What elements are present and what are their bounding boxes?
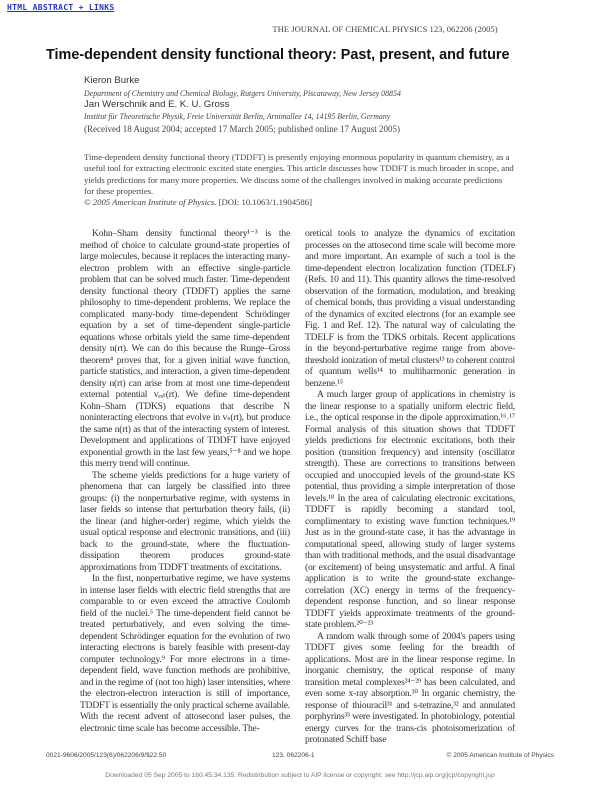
author-affiliation: Department of Chemistry and Chemical Biology, Rutgers University, Piscataway, New Jersey 08854 xyxy=(84,89,401,98)
author-affiliation: Institut für Theoretische Physik, Freie Universität Berlin, Arnimallee 14, 14195 Berlin, Germany xyxy=(84,112,391,121)
paragraph: In the first, nonperturbative regime, we have systems in intense laser fields with electric field strengths that are comparable to or even exceed the attractive Coulomb field of the nuclei.⁵ The time-dependent field cannot be treated perturbatively, and even solving the time-dependent Schrödinger equation for the evolution of two interacting electrons is barely feasible with present-day computer technology.⁹ For more electrons in a time-dependent field, wave function methods are prohibitive, and in the regime of (not too high) laser intensities, where the electron-electron interaction is still of importance, TDDFT is essentially the only practical scheme available. With the recent advent of attosecond laser pulses, the electronic time scale has become accessible. The- xyxy=(80,573,290,734)
paragraph: The scheme yields predictions for a huge variety of phenomena that can largely be classified into three groups: (i) the nonperturbative regime, with systems in laser fields so intense that perturbation theory fails, (ii) the linear (and higher-order) regime, which yields the usual optical response and electronic transitions, and (iii) back to the ground-state, where the fluctuation-dissipation theorem produces ground-state approximations from TDDFT treatments of excitations. xyxy=(80,469,290,573)
abstract-text: Time-dependent density functional theory (TDDFT) is presently enjoying enormous popularity in quantum chemistry, as a useful tool for extracting electronic excited state energies. This article discusses how TDDFT is much broader in scope, and yields predictions for many more properties. We discuss some of the challenges involved in making accurate predictions for these properties. xyxy=(84,152,514,196)
paragraph: oretical tools to analyze the dynamics of excitation processes on the attosecond time scale will become more and more important. An example of such a tool is the time-dependent electron localization function (TDELF) (Refs. 10 and 11). This quantity allows the time-resolved observation of the formation, modulation, and breaking of chemical bonds, thus providing a visual understanding of the dynamics of excited electrons (for an example see Fig. 1 and Ref. 12). The natural way of calculating the TDELF is from the TDKS orbitals. Recent applications in the beyond-perturbative regime range from above-threshold ionization of metal clusters¹³ to coherent control of quantum wells¹⁴ to multiharmonic generation in benzene.¹⁵ xyxy=(305,228,515,389)
footer-issn: 0021-9606/2005/123(6)/062206/9/$22.50 xyxy=(46,752,167,759)
abstract xyxy=(84,152,514,208)
body-column-left xyxy=(80,228,290,734)
download-notice: Downloaded 05 Sep 2005 to 160.45.34.135. Redistribution subject to AIP license or copyright, see http://jcp.aip.org/jcp/copyright.jsp xyxy=(105,772,495,779)
paragraph: A much larger group of applications in chemistry is the linear response to a spatially uniform electric field, i.e., the optical response in the dipole approximation.¹⁶˒¹⁷ Formal analysis of this situation shows that TDDFT yields predictions for electronic excitations, both their position (transition frequency) and intensity (oscillator strength). These are corrections to transitions between occupied and unoccupied levels of the ground-state KS potential, thus providing a simple interpretation of those levels.¹⁸ In the area of calculating electronic excitations, TDDFT is rapidly becoming a standard tool, complimentary to existing wave function techniques.¹⁹ Just as in the ground-state case, it has the advantage in computational speed, allowing study of larger systems than with traditional methods, and the usual disadvantage (or excitement) of being unsystematic and artful. A final application is to write the ground-state exchange-correlation (XC) energy in terms of the frequency-dependent response function, and so linear response TDDFT yields approximate treatments of the ground-state problem.²⁰⁻²³ xyxy=(305,389,515,630)
received-dates: (Received 18 August 2004; accepted 17 March 2005; published online 17 August 2005) xyxy=(84,124,400,134)
footer-page: 123, 062206-1 xyxy=(272,752,315,759)
paper-title: Time-dependent density functional theory: Past, present, and future xyxy=(46,47,510,63)
paragraph: A random walk through some of 2004's papers using TDDFT gives some feeling for the breadth of applications. Most are in the linear response regime. In inorganic chemistry, the optical response of many transition metal complexes²⁴⁻²⁹ has been calculated, and even some x-ray absorption.³⁰ In organic chemistry, the response of thiouracil³¹ and s-tetrazine,³² and annulated porphyrins³³ were investigated. In photobiology, potential energy curves for the trans-cis photoisomerization of protonated Schiff base xyxy=(305,630,515,745)
body-column-right xyxy=(305,228,515,746)
author-names: Jan Werschnik and E. K. U. Gross xyxy=(84,99,230,110)
html-abstract-links[interactable]: HTML ABSTRACT + LINKS xyxy=(7,3,115,12)
journal-header: THE JOURNAL OF CHEMICAL PHYSICS 123, 062206 (2005) xyxy=(272,24,498,34)
footer-copyright: © 2005 American Institute of Physics xyxy=(446,752,554,759)
author-names: Kieron Burke xyxy=(84,75,140,86)
doi: [DOI: 10.1063/1.1904586] xyxy=(218,197,312,208)
abstract-copyright: © 2005 American Institute of Physics. xyxy=(84,197,217,208)
paragraph: Kohn–Sham density functional theory¹⁻³ is the method of choice to calculate ground-state properties of large molecules, because it replaces the interacting many-electron problem with an effective single-particle problem that can be solved much faster. Time-dependent density functional theory (TDDFT) applies the same philosophy to time-dependent problems. We replace the complicated many-body time-dependent Schrödinger equation by a set of time-dependent single-particle equations whose orbitals yield the same time-dependent density n(rt). We can do this because the Runge–Gross theorem⁴ proves that, for a given initial wave function, particle statistics, and interaction, a given time-dependent density n(rt) can arise from at most one time-dependent external potential vₑₓₜ(rt). We define time-dependent Kohn–Sham (TDKS) equations that describe N noninteracting electrons that evolve in vₛ(rt), but produce the same n(rt) as that of the interacting system of interest. Development and applications of TDDFT have enjoyed exponential growth in the last few years,⁵⁻⁸ and we hope this merry trend will continue. xyxy=(80,228,290,469)
